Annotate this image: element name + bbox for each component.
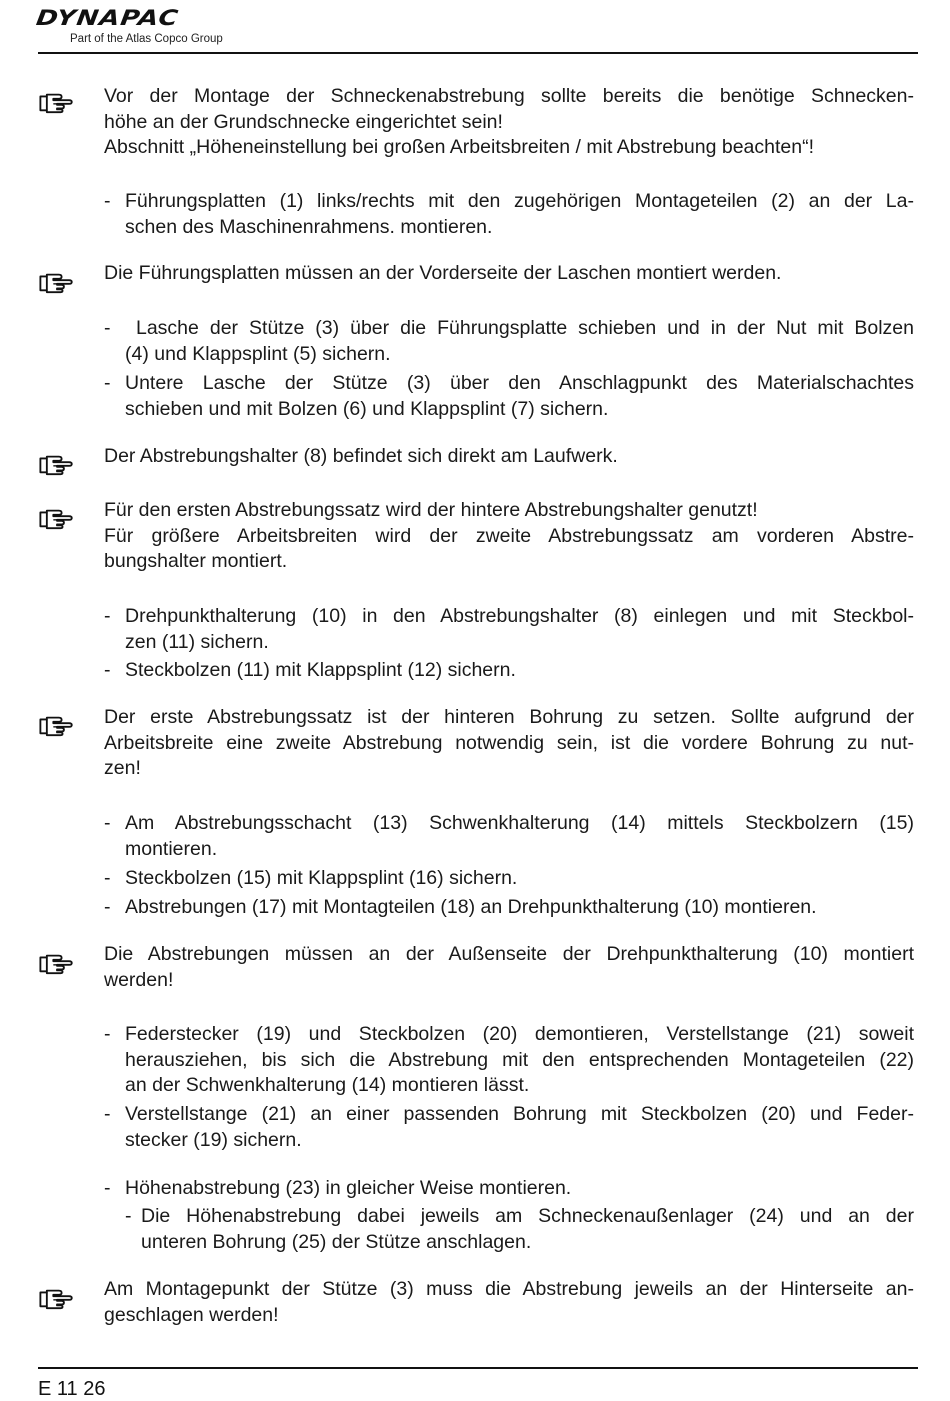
pointing-hand-icon (37, 951, 77, 975)
list-dash: - (104, 1103, 111, 1125)
text-line: Arbeitsbreite eine zweite Abstrebung notwendig sein, ist die vordere Bohrung zu nut- (104, 731, 914, 754)
list-dash: - (104, 190, 111, 212)
text-line: unteren Bohrung (25) der Stütze anschlagen. (141, 1230, 532, 1253)
text-line: Für größere Arbeitsbreiten wird der zweite Abstrebungssatz am vorderen Abstre- (104, 524, 914, 547)
text-line: Am Abstrebungsschacht (13) Schwenkhalterung (14) mittels Steckbolzern (15) (125, 812, 914, 834)
text-line: schieben und mit Bolzen (6) und Klappsplint (7) sichern. (125, 397, 609, 420)
list-dash: - (104, 1023, 111, 1045)
list-dash: - (104, 372, 111, 394)
text-line: Die Abstrebungen müssen an der Außenseite der Drehpunkthalterung (10) montiert (104, 943, 914, 965)
note-text (104, 1277, 914, 1328)
text-line: Am Montagepunkt der Stütze (3) muss die Abstrebung jeweils an der Hinterseite an- (104, 1278, 914, 1300)
dynapac-logo: DYNAPAC (34, 6, 181, 31)
list-dash: - (104, 317, 111, 339)
pointing-hand-icon (37, 713, 77, 737)
text-line: zen! (104, 757, 141, 779)
text-line: an der Schwenkhalterung (14) montieren lässt. (125, 1074, 530, 1096)
text-line: bungshalter montiert. (104, 550, 288, 572)
page-code: E 11 26 (38, 1378, 106, 1400)
note-text (104, 261, 914, 287)
text-line: Abschnitt „Höheneinstellung bei großen Arbeitsbreiten / mit Abstrebung beachten“! (104, 136, 815, 158)
text-line: Die Führungsplatten müssen an der Vorderseite der Laschen montiert werden. (104, 262, 782, 284)
text-line: Der erste Abstrebungssatz ist der hinteren Bohrung zu setzen. Sollte aufgrund der (104, 706, 914, 728)
header-rule (38, 52, 918, 54)
text-line: (4) und Klappsplint (5) sichern. (125, 342, 391, 365)
page-header (34, 6, 918, 52)
text-line: Verstellstange (21) an einer passenden Bohrung mit Steckbolzen (20) und Feder- (125, 1103, 914, 1125)
text-line: schen des Maschinenrahmens. montieren. (125, 215, 493, 238)
text-line: Steckbolzen (11) mit Klappsplint (12) sichern. (125, 659, 516, 681)
note-text (104, 444, 914, 470)
list-dash: - (104, 605, 111, 627)
text-line: stecker (19) sichern. (125, 1128, 302, 1151)
text-line: geschlagen werden! (104, 1303, 279, 1326)
pointing-hand-icon (37, 452, 77, 476)
text-line: Drehpunkthalterung (10) in den Abstrebungshalter (8) einlegen und mit Steckbol- (125, 605, 914, 627)
list-dash: - (104, 896, 111, 918)
text-line: Der Abstrebungshalter (8) befindet sich direkt am Laufwerk. (104, 445, 618, 467)
pointing-hand-icon (37, 270, 77, 294)
text-line: Untere Lasche der Stütze (3) über den Anschlagpunkt des Materialschachtes (125, 372, 914, 394)
text-line: montieren. (125, 837, 218, 860)
text-line: Lasche der Stütze (3) über die Führungsplatte schieben und in der Nut mit Bolzen (125, 317, 914, 339)
list-dash: - (104, 659, 111, 681)
text-line: Steckbolzen (15) mit Klappsplint (16) sichern. (125, 867, 518, 889)
list-dash: - (104, 867, 111, 889)
text-line: Abstrebungen (17) mit Montagteilen (18) an Drehpunkthalterung (10) montieren. (125, 896, 817, 918)
text-line: herausziehen, bis sich die Abstrebung mit den entsprechenden Montageteilen (22) (125, 1048, 914, 1071)
text-line: Vor der Montage der Schneckenabstrebung sollte bereits die benötige Schnecken- (104, 85, 914, 107)
text-line: Die Höhenabstrebung dabei jeweils am Schneckenaußenlager (24) und an der (141, 1205, 914, 1227)
text-line: Höhenabstrebung (23) in gleicher Weise montieren. (125, 1177, 572, 1199)
list-dash: - (125, 1205, 132, 1227)
text-line: Für den ersten Abstrebungssatz wird der hintere Abstrebungshalter genutzt! (104, 499, 758, 521)
pointing-hand-icon (37, 506, 77, 530)
text-line: zen (11) sichern. (125, 630, 269, 653)
text-line: höhe an der Grundschnecke eingerichtet sein! (104, 110, 503, 133)
text-line: werden! (104, 968, 174, 991)
pointing-hand-icon (37, 90, 77, 114)
list-dash: - (104, 812, 111, 834)
pointing-hand-icon (37, 1286, 77, 1310)
note-text (104, 705, 914, 782)
footer-rule (38, 1367, 918, 1369)
list-dash: - (104, 1177, 111, 1199)
text-line: Führungsplatten (1) links/rechts mit den zugehörigen Montageteilen (2) an der La- (125, 190, 914, 212)
note-text (104, 498, 914, 575)
note-text (104, 84, 914, 161)
note-text (104, 942, 914, 993)
logo-tagline: Part of the Atlas Copco Group (70, 33, 223, 45)
text-line: Federstecker (19) und Steckbolzen (20) demontieren, Verstellstange (21) soweit (125, 1023, 914, 1045)
